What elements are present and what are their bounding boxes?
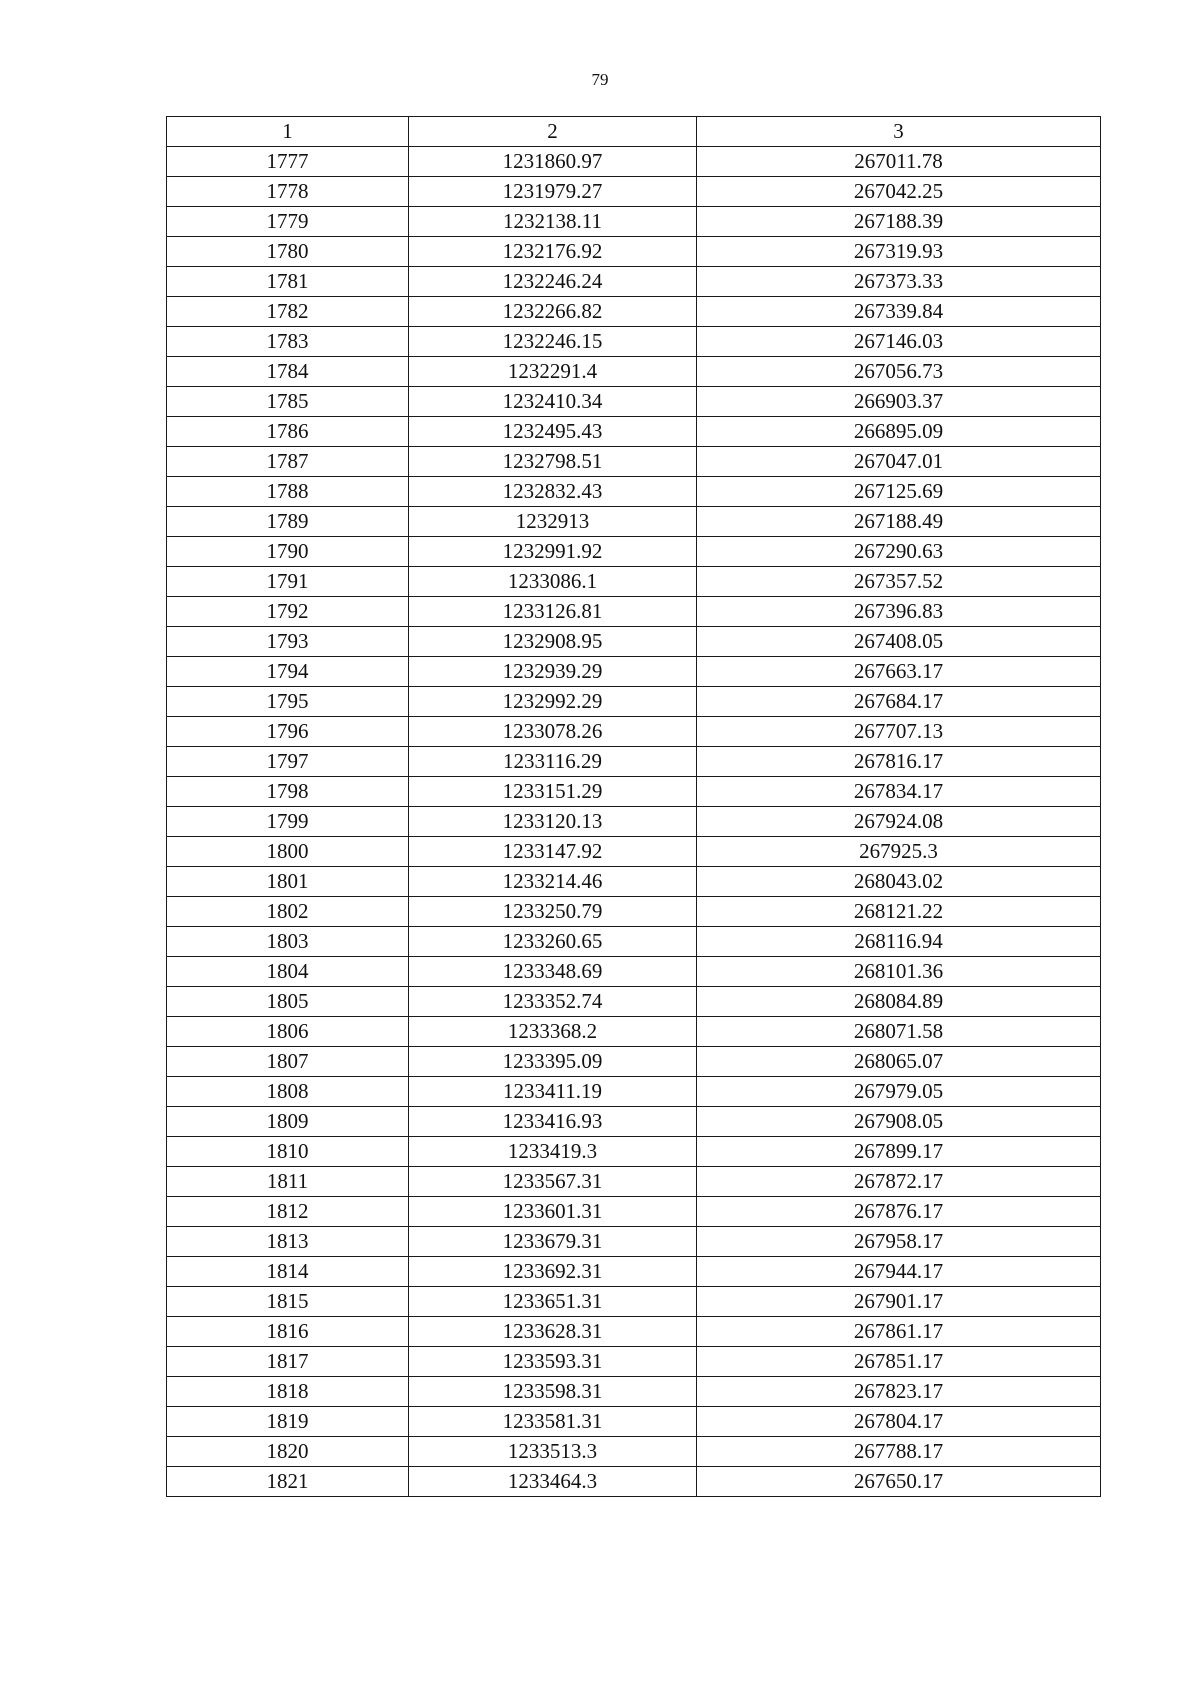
- table-row: [167, 1437, 1101, 1467]
- point-number-cell: 1809: [167, 1107, 409, 1137]
- x-coordinate-cell: 1233151.29: [409, 777, 697, 807]
- x-coordinate-cell: 1233147.92: [409, 837, 697, 867]
- x-coordinate-cell: 1232246.15: [409, 327, 697, 357]
- point-number-cell: 1797: [167, 747, 409, 777]
- y-coordinate-cell: 267125.69: [697, 477, 1101, 507]
- y-coordinate-cell: 267899.17: [697, 1137, 1101, 1167]
- y-coordinate-cell: 267188.39: [697, 207, 1101, 237]
- point-number-cell: 1788: [167, 477, 409, 507]
- x-coordinate-cell: 1233348.69: [409, 957, 697, 987]
- table-row: [167, 327, 1101, 357]
- point-number-cell: 1803: [167, 927, 409, 957]
- point-number-cell: 1820: [167, 1437, 409, 1467]
- x-coordinate-cell: 1233120.13: [409, 807, 697, 837]
- table-row: [167, 297, 1101, 327]
- point-number-cell: 1796: [167, 717, 409, 747]
- x-coordinate-cell: 1232410.34: [409, 387, 697, 417]
- table-row: [167, 927, 1101, 957]
- table-row: [167, 567, 1101, 597]
- x-coordinate-cell: 1233593.31: [409, 1347, 697, 1377]
- point-number-cell: 1793: [167, 627, 409, 657]
- x-coordinate-cell: 1233598.31: [409, 1377, 697, 1407]
- y-coordinate-cell: 267188.49: [697, 507, 1101, 537]
- y-coordinate-cell: 267901.17: [697, 1287, 1101, 1317]
- y-coordinate-cell: 267290.63: [697, 537, 1101, 567]
- y-coordinate-cell: 267650.17: [697, 1467, 1101, 1497]
- table-row: [167, 1047, 1101, 1077]
- y-coordinate-cell: 267958.17: [697, 1227, 1101, 1257]
- point-number-cell: 1790: [167, 537, 409, 567]
- y-coordinate-cell: 267663.17: [697, 657, 1101, 687]
- y-coordinate-cell: 267146.03: [697, 327, 1101, 357]
- x-coordinate-cell: 1232992.29: [409, 687, 697, 717]
- x-coordinate-cell: 1233214.46: [409, 867, 697, 897]
- table-row: [167, 507, 1101, 537]
- point-number-cell: 1815: [167, 1287, 409, 1317]
- x-coordinate-cell: 1231979.27: [409, 177, 697, 207]
- point-number-cell: 1787: [167, 447, 409, 477]
- point-number-cell: 1786: [167, 417, 409, 447]
- point-number-cell: 1802: [167, 897, 409, 927]
- x-coordinate-cell: 1232913: [409, 507, 697, 537]
- table-row: [167, 237, 1101, 267]
- table-row: [167, 897, 1101, 927]
- y-coordinate-cell: 267056.73: [697, 357, 1101, 387]
- table-row: [167, 1077, 1101, 1107]
- y-coordinate-cell: 267804.17: [697, 1407, 1101, 1437]
- y-coordinate-cell: 268116.94: [697, 927, 1101, 957]
- y-coordinate-cell: 268071.58: [697, 1017, 1101, 1047]
- x-coordinate-cell: 1232176.92: [409, 237, 697, 267]
- table-row: [167, 687, 1101, 717]
- table-row: [167, 807, 1101, 837]
- table-row: [167, 177, 1101, 207]
- point-number-cell: 1805: [167, 987, 409, 1017]
- table-row: [167, 627, 1101, 657]
- y-coordinate-cell: 267047.01: [697, 447, 1101, 477]
- point-number-cell: 1814: [167, 1257, 409, 1287]
- x-coordinate-cell: 1233078.26: [409, 717, 697, 747]
- point-number-cell: 1792: [167, 597, 409, 627]
- header-row: [167, 117, 1101, 147]
- x-coordinate-cell: 1232246.24: [409, 267, 697, 297]
- x-coordinate-cell: 1233116.29: [409, 747, 697, 777]
- table-row: [167, 657, 1101, 687]
- x-coordinate-cell: 1233692.31: [409, 1257, 697, 1287]
- point-number-cell: 1783: [167, 327, 409, 357]
- y-coordinate-cell: 268043.02: [697, 867, 1101, 897]
- point-number-cell: 1818: [167, 1377, 409, 1407]
- point-number-cell: 1806: [167, 1017, 409, 1047]
- table-row: [167, 387, 1101, 417]
- point-number-cell: 1807: [167, 1047, 409, 1077]
- table-row: [167, 777, 1101, 807]
- y-coordinate-cell: 267684.17: [697, 687, 1101, 717]
- y-coordinate-cell: 267319.93: [697, 237, 1101, 267]
- point-number-cell: 1781: [167, 267, 409, 297]
- x-coordinate-cell: 1232495.43: [409, 417, 697, 447]
- y-coordinate-cell: 267707.13: [697, 717, 1101, 747]
- table-row: [167, 1287, 1101, 1317]
- x-coordinate-cell: 1233679.31: [409, 1227, 697, 1257]
- y-coordinate-cell: 268065.07: [697, 1047, 1101, 1077]
- table-row: [167, 417, 1101, 447]
- y-coordinate-cell: 267872.17: [697, 1167, 1101, 1197]
- table-row: [167, 207, 1101, 237]
- x-coordinate-cell: 1233419.3: [409, 1137, 697, 1167]
- table-row: [167, 537, 1101, 567]
- x-coordinate-cell: 1233411.19: [409, 1077, 697, 1107]
- point-number-cell: 1784: [167, 357, 409, 387]
- table-row: [167, 747, 1101, 777]
- y-coordinate-cell: 266895.09: [697, 417, 1101, 447]
- point-number-cell: 1789: [167, 507, 409, 537]
- point-number-cell: 1811: [167, 1167, 409, 1197]
- column-header-2: 2: [409, 117, 697, 147]
- table-row: [167, 717, 1101, 747]
- point-number-cell: 1798: [167, 777, 409, 807]
- x-coordinate-cell: 1232939.29: [409, 657, 697, 687]
- y-coordinate-cell: 268084.89: [697, 987, 1101, 1017]
- y-coordinate-cell: 267816.17: [697, 747, 1101, 777]
- x-coordinate-cell: 1231860.97: [409, 147, 697, 177]
- table-row: [167, 1317, 1101, 1347]
- table-row: [167, 1017, 1101, 1047]
- column-header-1: 1: [167, 117, 409, 147]
- point-number-cell: 1780: [167, 237, 409, 267]
- x-coordinate-cell: 1233126.81: [409, 597, 697, 627]
- table-row: [167, 1347, 1101, 1377]
- y-coordinate-cell: 267339.84: [697, 297, 1101, 327]
- table-row: [167, 477, 1101, 507]
- x-coordinate-cell: 1232266.82: [409, 297, 697, 327]
- point-number-cell: 1821: [167, 1467, 409, 1497]
- x-coordinate-cell: 1232991.92: [409, 537, 697, 567]
- y-coordinate-cell: 267944.17: [697, 1257, 1101, 1287]
- table-row: [167, 1467, 1101, 1497]
- point-number-cell: 1801: [167, 867, 409, 897]
- x-coordinate-cell: 1233464.3: [409, 1467, 697, 1497]
- x-coordinate-cell: 1233395.09: [409, 1047, 697, 1077]
- point-number-cell: 1817: [167, 1347, 409, 1377]
- x-coordinate-cell: 1233651.31: [409, 1287, 697, 1317]
- table-row: [167, 1197, 1101, 1227]
- y-coordinate-cell: 267042.25: [697, 177, 1101, 207]
- y-coordinate-cell: 268121.22: [697, 897, 1101, 927]
- y-coordinate-cell: 267908.05: [697, 1107, 1101, 1137]
- y-coordinate-cell: 267861.17: [697, 1317, 1101, 1347]
- point-number-cell: 1779: [167, 207, 409, 237]
- table-row: [167, 447, 1101, 477]
- point-number-cell: 1785: [167, 387, 409, 417]
- point-number-cell: 1804: [167, 957, 409, 987]
- point-number-cell: 1810: [167, 1137, 409, 1167]
- point-number-cell: 1777: [167, 147, 409, 177]
- x-coordinate-cell: 1233513.3: [409, 1437, 697, 1467]
- table-row: [167, 867, 1101, 897]
- x-coordinate-cell: 1233250.79: [409, 897, 697, 927]
- table-row: [167, 267, 1101, 297]
- table-row: [167, 147, 1101, 177]
- y-coordinate-cell: 267823.17: [697, 1377, 1101, 1407]
- y-coordinate-cell: 267408.05: [697, 627, 1101, 657]
- x-coordinate-cell: 1232138.11: [409, 207, 697, 237]
- table-row: [167, 837, 1101, 867]
- table-header: [167, 117, 1101, 147]
- y-coordinate-cell: 267788.17: [697, 1437, 1101, 1467]
- y-coordinate-cell: 267925.3: [697, 837, 1101, 867]
- point-number-cell: 1800: [167, 837, 409, 867]
- y-coordinate-cell: 267924.08: [697, 807, 1101, 837]
- y-coordinate-cell: 268101.36: [697, 957, 1101, 987]
- table-row: [167, 1107, 1101, 1137]
- x-coordinate-cell: 1233567.31: [409, 1167, 697, 1197]
- page-number: 79: [591, 70, 609, 89]
- x-coordinate-cell: 1233260.65: [409, 927, 697, 957]
- table-row: [167, 1407, 1101, 1437]
- table-row: [167, 597, 1101, 627]
- y-coordinate-cell: 267011.78: [697, 147, 1101, 177]
- x-coordinate-cell: 1232832.43: [409, 477, 697, 507]
- point-number-cell: 1799: [167, 807, 409, 837]
- x-coordinate-cell: 1232798.51: [409, 447, 697, 477]
- column-header-3: 3: [697, 117, 1101, 147]
- y-coordinate-cell: 267357.52: [697, 567, 1101, 597]
- x-coordinate-cell: 1233601.31: [409, 1197, 697, 1227]
- point-number-cell: 1782: [167, 297, 409, 327]
- x-coordinate-cell: 1233581.31: [409, 1407, 697, 1437]
- point-number-cell: 1819: [167, 1407, 409, 1437]
- y-coordinate-cell: 267373.33: [697, 267, 1101, 297]
- point-number-cell: 1794: [167, 657, 409, 687]
- coordinate-table: [166, 116, 1101, 1497]
- point-number-cell: 1778: [167, 177, 409, 207]
- x-coordinate-cell: 1233416.93: [409, 1107, 697, 1137]
- point-number-cell: 1808: [167, 1077, 409, 1107]
- point-number-cell: 1816: [167, 1317, 409, 1347]
- table-row: [167, 1137, 1101, 1167]
- table-body: [167, 147, 1101, 1497]
- table-row: [167, 1167, 1101, 1197]
- x-coordinate-cell: 1232908.95: [409, 627, 697, 657]
- point-number-cell: 1791: [167, 567, 409, 597]
- table-row: [167, 1377, 1101, 1407]
- y-coordinate-cell: 266903.37: [697, 387, 1101, 417]
- x-coordinate-cell: 1233628.31: [409, 1317, 697, 1347]
- table-row: [167, 987, 1101, 1017]
- table-row: [167, 957, 1101, 987]
- x-coordinate-cell: 1232291.4: [409, 357, 697, 387]
- y-coordinate-cell: 267396.83: [697, 597, 1101, 627]
- y-coordinate-cell: 267979.05: [697, 1077, 1101, 1107]
- x-coordinate-cell: 1233368.2: [409, 1017, 697, 1047]
- x-coordinate-cell: 1233352.74: [409, 987, 697, 1017]
- point-number-cell: 1795: [167, 687, 409, 717]
- y-coordinate-cell: 267834.17: [697, 777, 1101, 807]
- point-number-cell: 1813: [167, 1227, 409, 1257]
- x-coordinate-cell: 1233086.1: [409, 567, 697, 597]
- point-number-cell: 1812: [167, 1197, 409, 1227]
- table-row: [167, 357, 1101, 387]
- table-row: [167, 1227, 1101, 1257]
- y-coordinate-cell: 267851.17: [697, 1347, 1101, 1377]
- y-coordinate-cell: 267876.17: [697, 1197, 1101, 1227]
- table-row: [167, 1257, 1101, 1287]
